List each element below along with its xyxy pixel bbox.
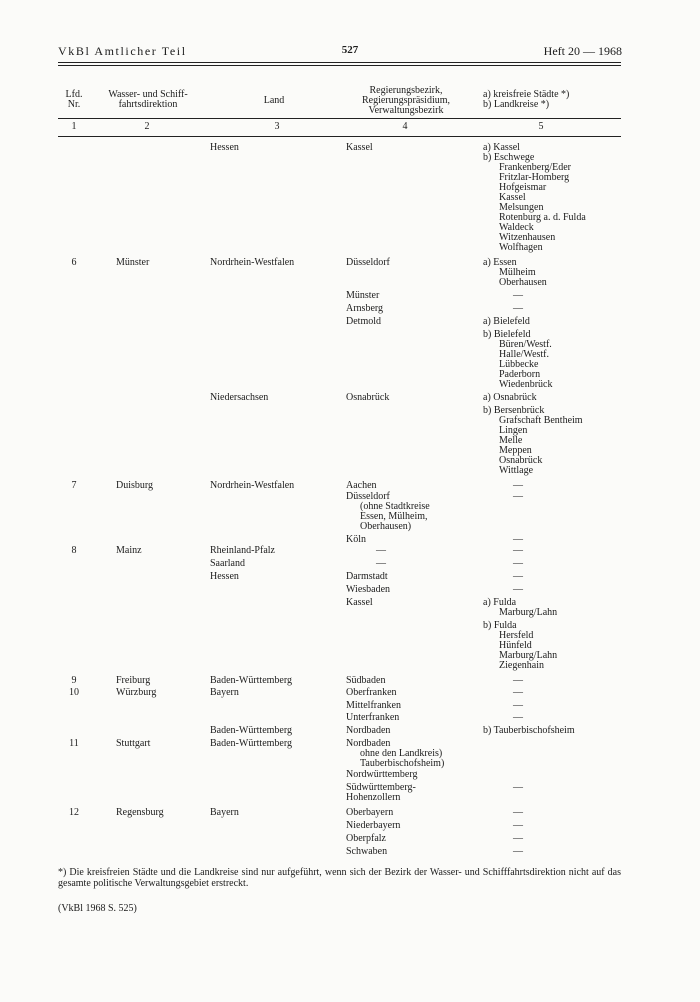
cell-kreise: —: [513, 584, 523, 595]
cell-nr: 12: [69, 807, 79, 818]
cell-wsd: Würzburg: [116, 687, 157, 698]
cell-kreise: Hünfeld: [499, 640, 532, 651]
cell-bezirk: Südwürttemberg-: [346, 782, 416, 793]
cell-kreise: b) Fulda: [483, 620, 517, 631]
cell-kreise: b) Tauberbischofsheim: [483, 725, 575, 736]
cell-bezirk: Detmold: [346, 316, 381, 327]
cell-bezirk: Oberfranken: [346, 687, 397, 698]
cell-kreise: —: [513, 700, 523, 711]
cell-kreise: b) Eschwege: [483, 152, 535, 163]
cell-bezirk: Nordbaden: [346, 738, 391, 749]
cell-kreise: a) Kassel: [483, 142, 520, 153]
cell-kreise: Lübbecke: [499, 359, 539, 370]
cell-bezirk: Südbaden: [346, 675, 386, 686]
cell-bezirk: Düsseldorf: [346, 257, 390, 268]
cell-bezirk: Essen, Mülheim,: [360, 511, 428, 522]
cell-land: Saarland: [210, 558, 245, 569]
issue-info: Heft 20 — 1968: [543, 44, 622, 58]
cell-kreise: —: [513, 782, 523, 793]
cell-bezirk: Arnsberg: [346, 303, 384, 314]
col-header-kreise: a) kreisfreie Städte *) b) Landkreise *): [483, 89, 570, 110]
cell-nr: 8: [71, 545, 77, 556]
cell-bezirk: ohne den Landkreis): [360, 748, 443, 759]
cell-kreise: —: [513, 820, 523, 831]
cell-kreise: —: [513, 303, 523, 314]
cell-kreise: —: [513, 545, 523, 556]
cell-wsd: Münster: [116, 257, 150, 268]
cell-kreise: Melsungen: [499, 202, 544, 213]
cell-land: Bayern: [210, 807, 239, 818]
cell-kreise: —: [513, 846, 523, 857]
cell-kreise: Hofgeismar: [499, 182, 547, 193]
cell-kreise: a) Essen: [483, 257, 517, 268]
cell-bezirk: Nordwürttemberg: [346, 769, 418, 780]
cell-bezirk: Darmstadt: [346, 571, 388, 582]
cell-bezirk: Kassel: [346, 142, 373, 153]
cell-kreise: —: [513, 571, 523, 582]
cell-bezirk: —: [376, 558, 386, 569]
cell-kreise: b) Bersenbrück: [483, 405, 545, 416]
cell-land: Niedersachsen: [210, 392, 269, 403]
cell-land: Hessen: [210, 571, 239, 582]
header-rule-double: [58, 65, 621, 66]
cell-kreise: Waldeck: [499, 222, 534, 233]
footnote: *) Die kreisfreien Städte und die Landkreise sind nur aufgeführt, wenn sich der Bezirk der Wasser- und Schifffahrtsdirektion nicht auf das gesamte politische Verwaltungsgebiet erstreckt.: [58, 867, 621, 889]
cell-kreise: Marburg/Lahn: [499, 650, 558, 661]
cell-kreise: Lingen: [499, 425, 528, 436]
cell-bezirk: Osnabrück: [346, 392, 390, 403]
cell-kreise: —: [513, 534, 523, 545]
cell-wsd: Stuttgart: [116, 738, 151, 749]
col-number-1: 1: [71, 121, 77, 132]
cell-kreise: Hersfeld: [499, 630, 534, 641]
col-header-land: Land: [263, 95, 285, 106]
cell-kreise: —: [513, 712, 523, 723]
running-header-title: VkBl Amtlicher Teil: [58, 44, 187, 58]
cell-kreise: Büren/Westf.: [499, 339, 552, 350]
cell-bezirk: Oberhausen): [360, 521, 412, 532]
source-reference: (VkBl 1968 S. 525): [58, 903, 137, 914]
cell-kreise: a) Bielefeld: [483, 316, 530, 327]
cell-nr: 10: [69, 687, 79, 698]
cell-kreise: Kassel: [499, 192, 526, 203]
cell-bezirk: Unterfranken: [346, 712, 400, 723]
cell-kreise: Wittlage: [499, 465, 534, 476]
cell-bezirk: Schwaben: [346, 846, 388, 857]
cell-kreise: —: [513, 558, 523, 569]
cell-kreise: b) Bielefeld: [483, 329, 531, 340]
cell-bezirk: Oberpfalz: [346, 833, 386, 844]
cell-land: Baden-Württemberg: [210, 725, 293, 736]
cell-bezirk: Hohenzollern: [346, 792, 401, 803]
cell-bezirk: Münster: [346, 290, 380, 301]
cell-kreise: Witzenhausen: [499, 232, 556, 243]
cell-kreise: —: [513, 675, 523, 686]
cell-bezirk: Nordbaden: [346, 725, 391, 736]
cell-kreise: Fritzlar-Homberg: [499, 172, 570, 183]
cell-kreise: —: [513, 480, 523, 491]
col-number-3: 3: [274, 121, 280, 132]
cell-kreise: Osnabrück: [499, 455, 543, 466]
cell-land: Baden-Württemberg: [210, 675, 293, 686]
cell-kreise: —: [513, 290, 523, 301]
cell-kreise: Wolfhagen: [499, 242, 543, 253]
cell-land: Baden-Württemberg: [210, 738, 293, 749]
cell-kreise: —: [513, 833, 523, 844]
col-header-nr: Lfd. Nr.: [65, 89, 83, 110]
cell-kreise: Grafschaft Bentheim: [499, 415, 583, 426]
col-header-wsd: Wasser- und Schiff- fahrtsdirektion: [108, 89, 188, 110]
cell-kreise: —: [513, 687, 523, 698]
cell-land: Rheinland-Pfalz: [210, 545, 275, 556]
cell-bezirk: Köln: [346, 534, 366, 545]
cell-land: Nordrhein-Westfalen: [210, 257, 295, 268]
cell-bezirk: Mittelfranken: [346, 700, 401, 711]
cell-kreise: Melle: [499, 435, 523, 446]
cell-land: Nordrhein-Westfalen: [210, 480, 295, 491]
column-number-rule: [58, 136, 621, 137]
cell-bezirk: Düsseldorf: [346, 491, 390, 502]
cell-bezirk: Oberbayern: [346, 807, 394, 818]
header-rule: [58, 62, 621, 63]
cell-wsd: Mainz: [116, 545, 142, 556]
cell-wsd: Freiburg: [116, 675, 151, 686]
cell-kreise: —: [513, 807, 523, 818]
cell-kreise: Mülheim: [499, 267, 536, 278]
cell-kreise: Marburg/Lahn: [499, 607, 558, 618]
col-number-5: 5: [538, 121, 544, 132]
cell-land: Bayern: [210, 687, 239, 698]
cell-kreise: a) Fulda: [483, 597, 517, 608]
col-header-bezirk: Regierungsbezirk, Regierungspräsidium, Verwaltungsbezirk: [361, 85, 451, 116]
cell-land: Hessen: [210, 142, 239, 153]
cell-wsd: Regensburg: [116, 807, 164, 818]
cell-kreise: Wiedenbrück: [499, 379, 553, 390]
page-number: 527: [341, 44, 359, 56]
cell-kreise: Rotenburg a. d. Fulda: [499, 212, 586, 223]
cell-bezirk: Wiesbaden: [346, 584, 391, 595]
cell-kreise: Ziegenhain: [499, 660, 544, 671]
cell-bezirk: (ohne Stadtkreise: [360, 501, 430, 512]
cell-kreise: Oberhausen: [499, 277, 547, 288]
cell-nr: 6: [71, 257, 77, 268]
cell-bezirk: Kassel: [346, 597, 373, 608]
cell-kreise: a) Osnabrück: [483, 392, 537, 403]
cell-bezirk: —: [376, 545, 386, 556]
cell-bezirk: Tauberbischofsheim): [360, 758, 445, 769]
col-number-2: 2: [144, 121, 150, 132]
cell-bezirk: Niederbayern: [346, 820, 401, 831]
cell-kreise: Frankenberg/Eder: [499, 162, 572, 173]
cell-kreise: Halle/Westf.: [499, 349, 550, 360]
cell-kreise: —: [513, 491, 523, 502]
cell-nr: 11: [69, 738, 79, 749]
cell-nr: 7: [71, 480, 77, 491]
col-number-4: 4: [402, 121, 408, 132]
cell-kreise: Paderborn: [499, 369, 541, 380]
column-header-rule: [58, 118, 621, 119]
cell-bezirk: Aachen: [346, 480, 377, 491]
cell-wsd: Duisburg: [116, 480, 154, 491]
cell-kreise: Meppen: [499, 445, 532, 456]
cell-nr: 9: [71, 675, 77, 686]
